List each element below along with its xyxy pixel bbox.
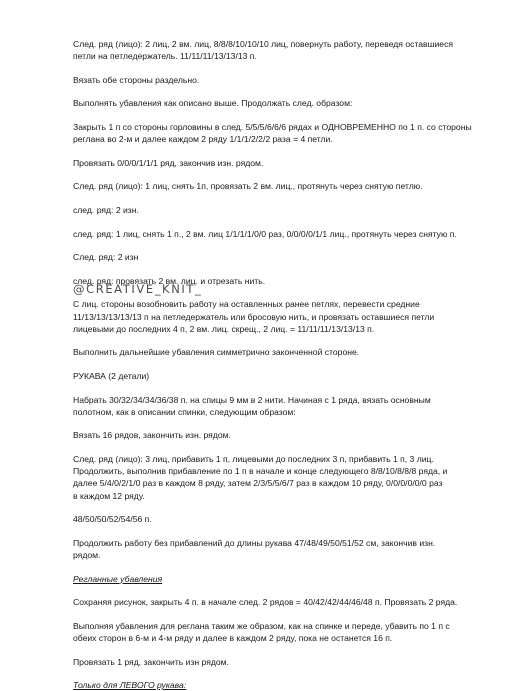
paragraph-11-line-3: лицевыми до последних 4 п, 2 вм. лиц. скрещ., 2 лиц. = 11/11/11/13/13/13 п.: [73, 323, 375, 334]
paragraph-12: [73, 346, 493, 358]
paragraph-16-line-4: в каждом 12 ряду.: [73, 490, 145, 501]
paragraph-4: [73, 121, 493, 145]
paragraph-6: [73, 180, 493, 192]
paragraph-18-line-2: рядом.: [73, 550, 101, 560]
paragraph-22-line-1: Провязать 1 ряд, закончить изн рядом.: [73, 656, 229, 667]
paragraph-14: [73, 394, 493, 418]
watermark-text: @CREATIVE_KNIT_: [73, 282, 203, 297]
paragraph-16-line-3: далее 5/4/0/2/1/0 раз в каждом 8 ряду, затем 2/3/5/5/6/7 раз в каждом 10 ряду, 0/0/0/0/0/0 раз: [73, 478, 443, 489]
paragraph-1-line-1: След. ряд (лицо): 2 лиц, 2 вм. лиц, 8/8/8/10/10/10 лиц, повернуть работу, переведя оставшиеся: [73, 39, 454, 49]
paragraph-21: [73, 620, 493, 644]
paragraph-18-line-1: Продолжить работу без прибавлений до длины рукава 47/48/49/50/51/52 см, закончив изн.: [73, 537, 436, 548]
paragraph-2-line-1: Вязать обе стороны раздельно.: [73, 74, 200, 85]
paragraph-4-line-1: Закрыть 1 п со стороны горловины в след. 5/5/5/6/6/6 рядах и ОДНОВРЕМЕННО по 1 п. со стороны: [73, 122, 472, 132]
paragraph-18: [73, 537, 493, 561]
paragraph-6-line-1: След. ряд (лицо): 1 лиц, снять 1п, провязать 2 вм. лиц., протянуть через снятую петлю.: [73, 181, 423, 192]
paragraph-20: [73, 596, 493, 608]
section-heading-sleeves-text: РУКАВА (2 детали): [73, 371, 150, 381]
paragraph-9-line-1: След. ряд: 2 изн: [73, 252, 139, 263]
paragraph-15-line-1: Вязать 16 рядов, закончить изн. рядом.: [73, 430, 231, 441]
paragraph-9: [73, 251, 493, 263]
paragraph-5: [73, 157, 493, 169]
paragraph-15: [73, 429, 493, 441]
paragraph-7-line-1: след. ряд: 2 изн.: [73, 205, 139, 215]
paragraph-17-line-1: 48/50/50/52/54/56 п.: [73, 514, 152, 525]
paragraph-8: [73, 228, 493, 240]
paragraph-16: [73, 453, 493, 502]
section-heading-left-sleeve-text: Только для ЛЕВОГО рукава:: [73, 680, 187, 691]
paragraph-21-line-2: обеих сторон в 6-м и 4-м ряду и далее в каждом 2 ряду, пока не останется 16 п.: [73, 633, 393, 643]
paragraph-22: [73, 656, 493, 668]
paragraph-1-line-2: петли на петледержатель. 11/11/11/13/13/13 п.: [73, 51, 257, 62]
paragraph-5-line-1: Провязать 0/0/0/1/1/1 ряд, закончив изн. рядом.: [73, 157, 264, 168]
paragraph-10-line-1: след. ряд: провязать 2 вм. лиц. и отрезать нить.: [73, 275, 266, 286]
paragraph-11-line-2: 11/13/13/13/13/13 п на петледержатель или бросовую нить, и провязать оставшиеся петли: [73, 311, 435, 322]
paragraph-16-line-1: След. ряд (лицо): 3 лиц, прибавить 1 п, лицевыми до последних 3 п, прибавить 1 п, 3 лиц.: [73, 454, 434, 464]
paragraph-11-line-1: С лиц. стороны возобновить работу на оставленных ранее петлях, перевести средние: [73, 299, 420, 310]
paragraph-8-line-1: след. ряд: 1 лиц, снять 1 п., 2 вм. лиц 1/1/1/1/0/0 раз, 0/0/0/0/1/1 лиц., протянуть через снятую п.: [73, 228, 457, 239]
paragraph-17: [73, 513, 493, 525]
paragraph-14-line-1: Набрать 30/32/34/34/36/38 п. на спицы 9 мм в 2 нити. Начиная с 1 ряда, вязать основным: [73, 394, 431, 405]
section-heading-sleeves: [73, 370, 493, 382]
paragraph-21-line-1: Выполняя убавления для реглана таким же образом, как на спинке и переде, убавить по 1 п с: [73, 620, 450, 631]
section-heading-left-sleeve: [73, 679, 493, 691]
paragraph-3-line-1: Выполнять убавления как описано выше. Продолжать след. образом:: [73, 98, 353, 109]
paragraph-2: [73, 74, 493, 86]
paragraph-16-line-2: Продолжить, выполнив прибавление по 1 п в начале и конце следующего 8/8/10/8/8/8 ряда, и: [73, 466, 448, 477]
paragraph-1: [73, 38, 493, 62]
paragraph-3: [73, 97, 493, 109]
section-heading-raglan-text: Реглан﻿ные убавления: [73, 573, 163, 584]
section-heading-raglan: [73, 573, 493, 585]
paragraph-7: [73, 204, 493, 216]
paragraph-20-line-1: Сохраняя рисунок, закрыть 4 п. в начале след. 2 рядов = 40/42/42/44/46/48 п. Провязать 2 ряда.: [73, 597, 458, 608]
paragraph-14-line-2: полотном, как в описании спинки, следующим образом:: [73, 406, 296, 417]
paragraph-11: [73, 298, 493, 335]
paragraph-12-line-1: Выполнить дальнейшие убавления симметрично законченной стороне.: [73, 347, 360, 358]
paragraph-4-line-2: реглана во 2-м и далее каждом 2 ряду 1/1/1/2/2/2 раза = 4 петли.: [73, 134, 333, 145]
